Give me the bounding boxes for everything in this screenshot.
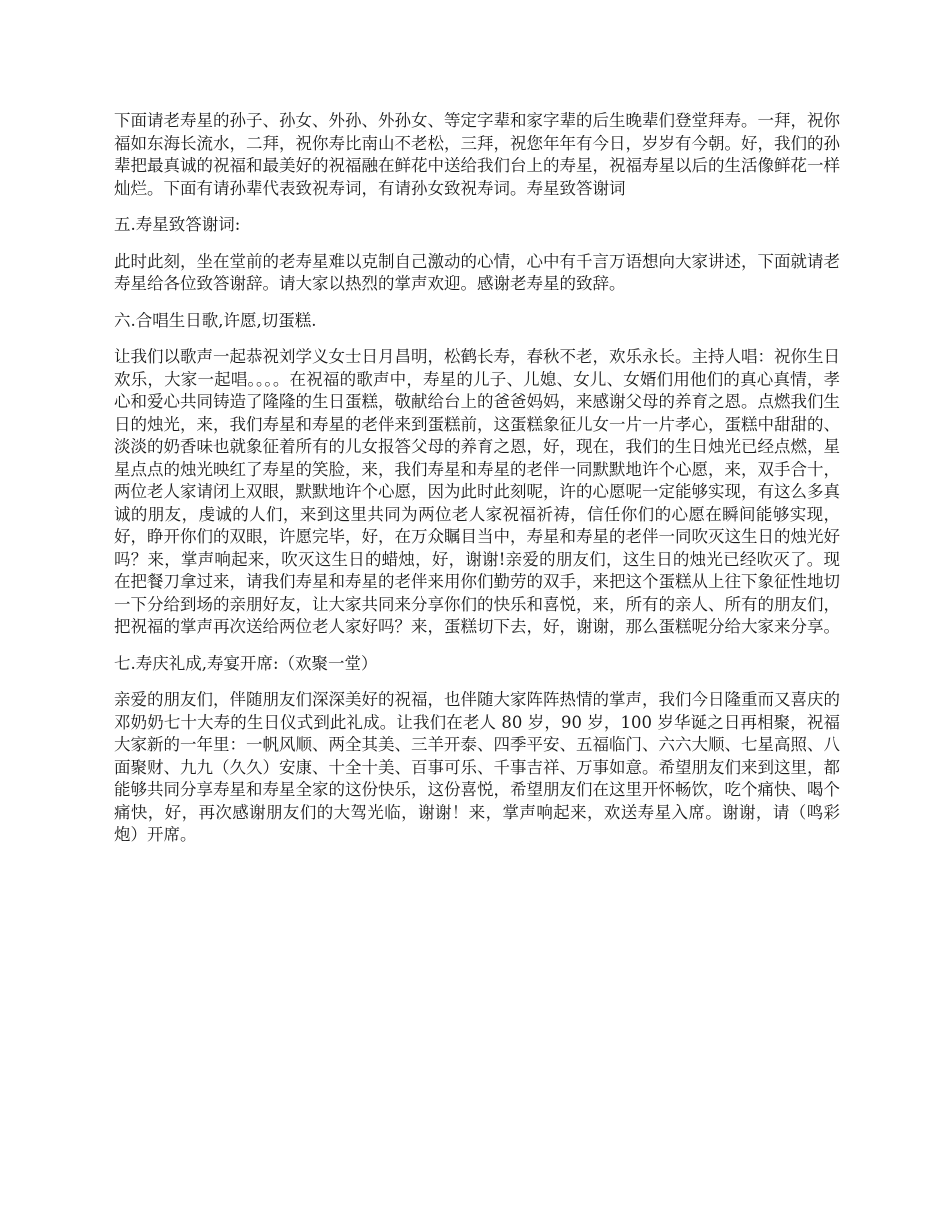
paragraph-thanks-speech: 此时此刻，坐在堂前的老寿星难以克制自己激动的心情，心中有千言万语想向大家讲述，下面就请老寿星给各位致答谢辞。请大家以热烈的掌声欢迎。感谢老寿星的致辞。 xyxy=(114,251,840,293)
paragraph-grandchildren-blessing: 下面请老寿星的孙子、孙女、外孙、外孙女、等定字辈和家字辈的后生晚辈们登堂拜寿。一拜，祝你福如东海长流水，二拜，祝你寿比南山不老松，三拜，祝您年年有今日，岁岁有今朝。好，我们的孙辈把最真诚的祝福和最美好的祝福融在鲜花中送给我们台上的寿星，祝福寿星以后的生活像鲜花一样灿烂。下面有请孙辈代表致祝寿词，有请孙女致祝寿词。寿星致答谢词 xyxy=(114,111,840,198)
paragraph-banquet-opening: 亲爱的朋友们，伴随朋友们深深美好的祝福，也伴随大家阵阵热情的掌声，我们今日隆重而又喜庆的邓奶奶七十大寿的生日仪式到此礼成。让我们在老人 80 岁，90 岁，100 岁华诞之日再相聚，祝福大家新的一年里：一帆风顺、两全其美、三羊开泰、四季平安、五福临门、六六大顺、七星高照、八面聚财、九九（久久）安康、十全十美、百事可乐、千事吉祥、万事如意。希望朋友们来到这里，都能够共同分享寿星和寿星全家的这份快乐，这份喜悦，希望朋友们在这里开怀畅饮，吃个痛快、喝个痛快，好，再次感谢朋友们的大驾光临，谢谢！来，掌声响起来，欢送寿星入席。谢谢，请（鸣彩炮）开席。 xyxy=(114,690,840,844)
document-page xyxy=(114,110,840,861)
paragraph-birthday-song-cake: 让我们以歌声一起恭祝刘学义女士日月昌明，松鹤长寿，春秋不老，欢乐永长。主持人唱：祝你生日欢乐，大家一起唱。。。。在祝福的歌声中，寿星的儿子、儿媳、女儿、女婿们用他们的真心真情，孝心和爱心共同铸造了隆隆的生日蛋糕，敬献给台上的爸爸妈妈，来感谢父母的养育之恩。点燃我们生日的烛光，来，我们寿星和寿星的老伴来到蛋糕前，这蛋糕象征儿女一片一片孝心，蛋糕中甜甜的、淡淡的奶香味也就象征着所有的儿女报答父母的养育之恩，好，现在，我们的生日烛光已经点燃，星星点点的烛光映红了寿星的笑脸，来，我们寿星和寿星的老伴一同默默地许个心愿，来，双手合十，两位老人家请闭上双眼，默默地许个心愿，因为此时此刻呢，许的心愿呢一定能够实现，有这么多真诚的朋友，虔诚的人们，来到这里共同为两位老人家祝福祈祷，信任你们的心愿在瞬间能够实现，好，睁开你们的双眼，许愿完毕，好，在万众瞩目当中，寿星和寿星的老伴一同吹灭这生日的烛光好吗？来，掌声响起来，吹灭这生日的蜡烛，好，谢谢!亲爱的朋友们，这生日的烛光已经吹灭了。现在把餐刀拿过来，请我们寿星和寿星的老伴来用你们勤劳的双手，来把这个蛋糕从上往下象征性地切一下分给到场的亲朋好友，让大家共同来分享你们的快乐和喜悦，来，所有的亲人、所有的朋友们，把祝福的掌声再次送给两位老人家好吗？来，蛋糕切下去，好，谢谢，那么蛋糕呢分给大家来分享。 xyxy=(114,347,840,636)
section-heading-6: 六.合唱生日歌,许愿,切蛋糕. xyxy=(114,310,317,330)
section-heading-7: 七.寿庆礼成,寿宴开席:（欢聚一堂） xyxy=(114,653,378,673)
section-heading-5: 五.寿星致答谢词: xyxy=(114,215,241,234)
